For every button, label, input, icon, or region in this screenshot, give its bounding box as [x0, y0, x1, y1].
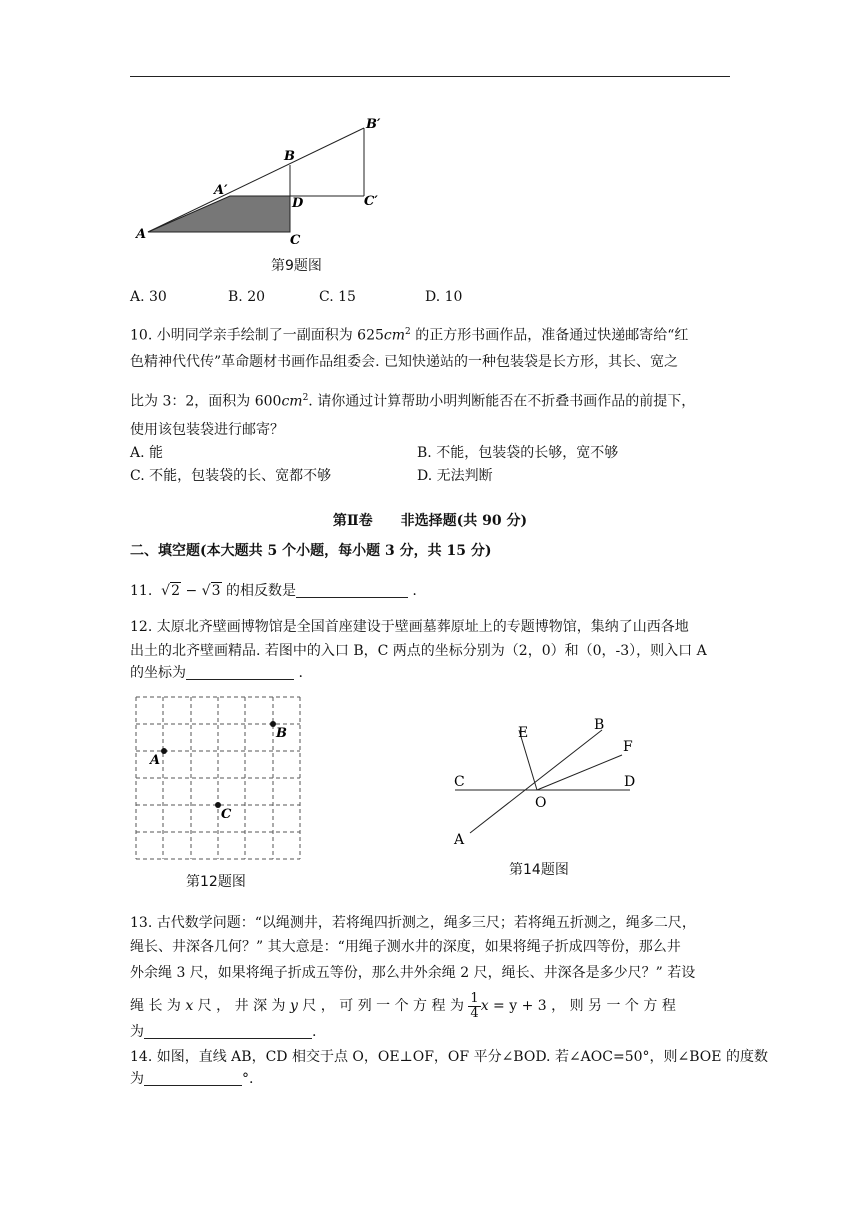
q10-unit-1: cm — [383, 327, 406, 344]
label-b: B — [594, 717, 605, 733]
q13-line-5: 为 . — [130, 1024, 317, 1040]
figure-14 — [440, 705, 660, 865]
label-c: C — [221, 807, 232, 822]
q13-line-4: 绳 长 为 x 尺 ， 井 深 为 y 尺 ， 可 列 一 个 方 程 为 $\frac{1}{4}$ x = y + 3 ， 则 另 一 个 方 程 — [130, 990, 676, 1021]
q10-option-a: A. 能 — [130, 445, 164, 461]
grid-lines — [136, 697, 300, 859]
figure-12-grid — [130, 690, 310, 870]
label-a-prime: A′ — [214, 183, 228, 198]
label-o: O — [535, 795, 547, 811]
section-2-title: 第Ⅱ卷 非选择题(共 90 分) — [332, 513, 528, 529]
figure-14-caption: 第14题图 — [509, 862, 569, 878]
label-e: E — [518, 725, 529, 741]
q14-line-1: 14. 如图，直线 AB，CD 相交于点 O，OE⊥OF，OF 平分∠BOD. 若∠AOC=50°，则∠BOE 的度数 — [130, 1049, 768, 1065]
label-b: B — [284, 149, 295, 164]
point-a — [161, 748, 167, 754]
q10-option-d: D. 无法判断 — [417, 468, 493, 484]
figure-9-caption: 第9题图 — [271, 258, 322, 274]
label-a: A — [136, 227, 147, 242]
figure-9 — [120, 110, 400, 280]
q13-answer-blank[interactable] — [144, 1022, 312, 1039]
label-c: C — [290, 233, 301, 248]
line-ab — [470, 730, 602, 833]
label-d: D — [292, 196, 304, 211]
q11-answer-blank[interactable] — [296, 581, 408, 598]
label-b-prime: B′ — [366, 117, 381, 132]
equation-fraction: $\frac{1}{4}$ — [470, 990, 479, 1021]
label-b: B — [276, 726, 287, 741]
header-rule — [130, 76, 730, 77]
label-f: F — [623, 739, 633, 755]
q13-line-3: 外余绳 3 尺，如果将绳子折成五等份，那么井外余绳 2 尺，绳长、井深各是多少尺？” 若设 — [130, 965, 696, 981]
q10-line-2: 色精神代代传”革命题材书画作品组委会. 已知快递站的一种包装袋是长方形，其长、宽之 — [130, 354, 679, 370]
q10-line-3: 比为 3：2，面积为 $600cm^2$. 请你通过计算帮助小明判断能否在不折叠书画作品的前提下， — [130, 393, 696, 410]
label-c: C — [454, 774, 465, 790]
fill-in-header: 二、填空题(本大题共 5 个小题，每小题 3 分，共 15 分) — [130, 543, 492, 559]
shaded-region — [148, 196, 290, 232]
q9-option-d: D. 10 — [425, 289, 463, 305]
q10-line-4: 使用该包装袋进行邮寄？ — [130, 422, 284, 438]
q9-option-b: B. 20 — [228, 289, 266, 305]
q11-line: 11. √2 − √3 的相反数是 . — [130, 583, 417, 599]
label-c-prime: C′ — [364, 194, 378, 209]
label-a: A — [150, 753, 161, 768]
ray-of — [537, 755, 622, 790]
q10-line-1: 10. 小明同学亲手绘制了一副面积为 $625cm^2$ 的正方形书画作品，准备通过快递邮寄给“红 — [130, 327, 689, 344]
q10-option-b: B. 不能，包装袋的长够，宽不够 — [417, 445, 619, 461]
q14-line-2: 为 °. — [130, 1071, 254, 1087]
figure-12-caption: 第12题图 — [186, 874, 246, 890]
q14-answer-blank[interactable] — [144, 1069, 242, 1086]
label-a: A — [454, 832, 465, 848]
q12-line-2: 出土的北齐壁画精品. 若图中的入口 B，C 两点的坐标分别为（2，0）和（0，-3），则入口 A — [130, 643, 707, 659]
q10-option-c: C. 不能，包装袋的长、宽都不够 — [130, 468, 332, 484]
label-d: D — [624, 774, 636, 790]
q12-line-1: 12. 太原北齐壁画博物馆是全国首座建设于壁画墓葬原址上的专题博物馆，集纳了山西各地 — [130, 619, 689, 635]
q13-line-1: 13. 古代数学问题：“以绳测井，若将绳四折测之，绳多三尺；若将绳五折测之，绳多二尺， — [130, 915, 696, 931]
q12-answer-blank[interactable] — [186, 663, 294, 680]
q12-line-3: 的坐标为 . — [130, 665, 303, 681]
q10-unit-2: cm — [281, 393, 303, 410]
q9-option-c: C. 15 — [319, 289, 356, 305]
q9-option-a: A. 30 — [130, 289, 167, 305]
q13-line-2: 绳长、井深各几何？” 其大意是：“用绳子测水井的深度，如果将绳子折成四等份，那么井 — [130, 939, 681, 955]
